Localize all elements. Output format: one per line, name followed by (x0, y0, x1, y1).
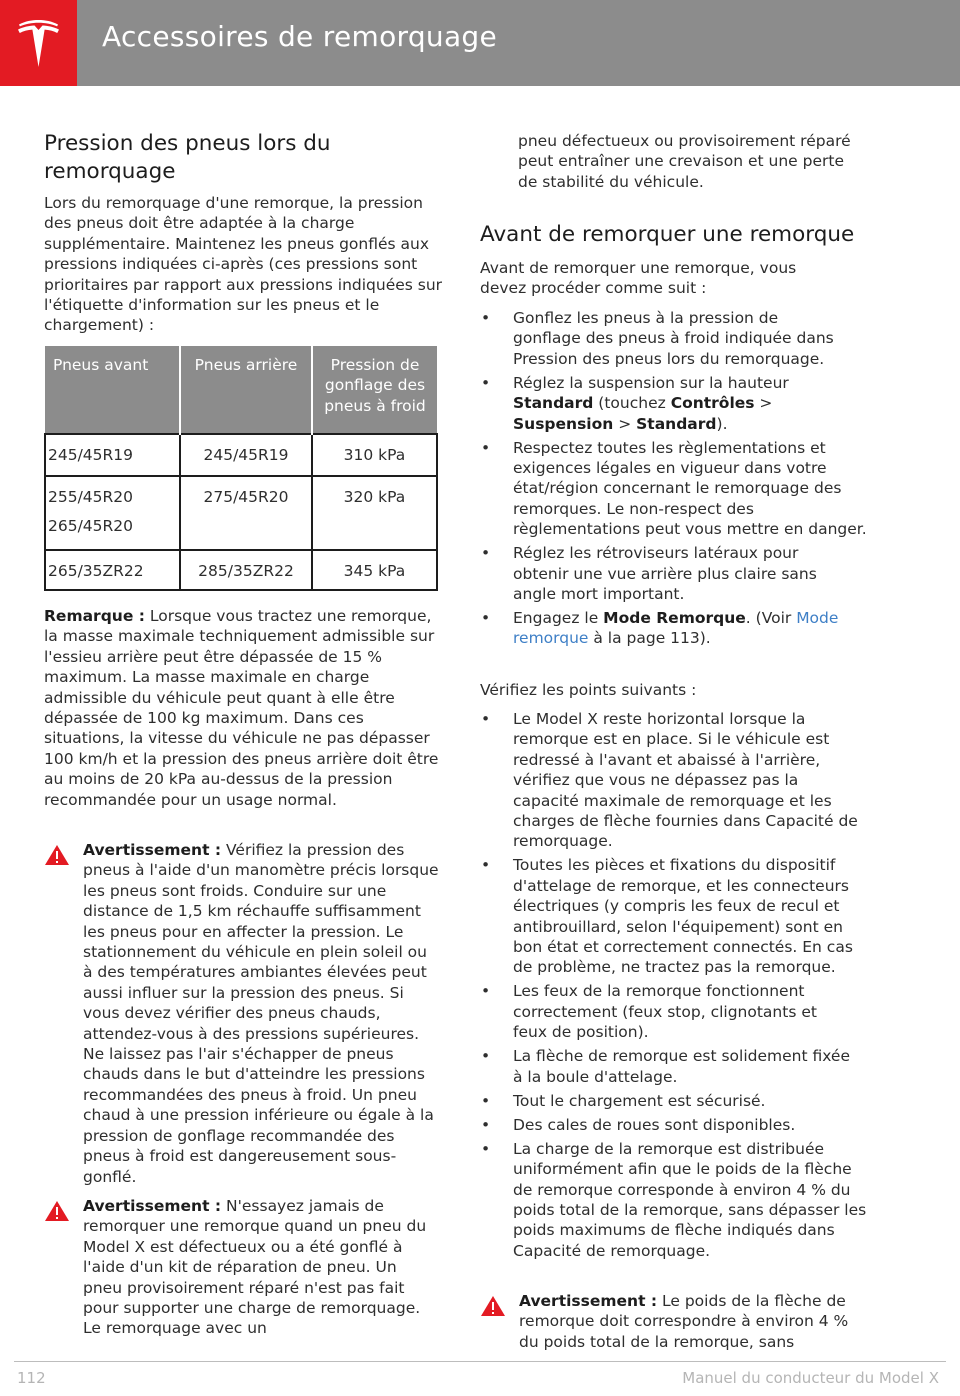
page-header (0, 0, 960, 86)
warning-block-1 (44, 840, 439, 1187)
list-item: • Respectez toutes les règlementations et exigences légales en vigueur dans votre état/région concernant le remorquage des remorques. Le non-respect des règlementations peut vous mettre en danger. (480, 438, 875, 540)
before-towing-list (480, 308, 880, 652)
table-cell-front-line1: 255/45R20 (48, 488, 134, 506)
setting-standard: Standard (513, 394, 594, 413)
list-item (480, 608, 875, 649)
warning-2-paragraph (83, 1196, 433, 1339)
warning-continuation: pneu défectueux ou provisoirement réparé peut entraîner une crevaison et une perte de stabilité du véhicule. (518, 132, 851, 191)
note-text: Lorsque vous tractez une remorque, la masse maximale techniquement admissible sur l'essieu arrière peut être dépassée de 15 % maximum. La masse maximale en charge admissible du véhicule peut quant à elle être dépassée de 100 kg maximum. Dans ces situations, la vitesse du véhicule ne pas dépasser 100 km/h et la pression des pneus arrière doit être au moins de 20 kPa au-dessus de la pression recommandée pour un usage normal. (44, 607, 439, 809)
table-header-rear: Pneus arrière (180, 346, 312, 434)
footer-divider (14, 1361, 946, 1362)
brand-logo-box (0, 0, 77, 86)
list-item-text: Engagez le (513, 609, 604, 628)
list-item: • Gonflez les pneus à la pression de gonflage des pneus à froid indiquée dans Pression des pneus lors du remorquage. (480, 308, 843, 369)
tire-pressure-table (44, 346, 438, 591)
warning-block-3 (480, 1291, 875, 1352)
table-header-row (45, 346, 437, 434)
list-item: • Les feux de la remorque fonctionnent correctement (feux stop, clignotants et feux de position). (480, 981, 853, 1042)
page-section-title: Accessoires de remorquage (102, 20, 498, 53)
heading-tire-pressure: Pression des pneus lors du remorquage (44, 131, 331, 184)
list-item: • Des cales de roues sont disponibles. (480, 1115, 853, 1135)
table-cell-pressure: 320 kPa (312, 476, 437, 550)
list-item-text: à la page 113). (588, 629, 711, 648)
note-paragraph (44, 606, 442, 810)
before-towing-intro: Avant de remorquer une remorque, vous devez procéder comme suit : (480, 259, 797, 298)
table-cell-pressure: 345 kPa (312, 550, 437, 590)
list-item-text: . (Voir (745, 609, 797, 628)
warning-triangle-icon (480, 1295, 506, 1317)
list-item (480, 373, 813, 434)
table-cell-pressure: 310 kPa (312, 434, 437, 476)
list-item: • Le Model X reste horizontal lorsque la remorque est en place. Si le véhicule est redressé à l'avant et abaissé à l'arrière, vérifiez que vous ne dépassez pas la capacité maximale de remorquage et les charges de flèche fournies dans Capacité de remorquage. (480, 709, 865, 852)
heading-before-towing: Avant de remorquer une remorque (480, 222, 855, 247)
list-item-text: ). (716, 414, 728, 433)
warning-triangle-icon (44, 844, 70, 866)
list-item-text: Réglez la suspension sur la hauteur (513, 373, 789, 392)
list-item: • Tout le chargement est sécurisé. (480, 1091, 853, 1111)
list-item: • La charge de la remorque est distribuée uniformément afin que le poids de la flèche de remorque corresponde à environ 4 % du poids total de la remorque, sans dépasser les poids maximums de flèche indiqués dans Capacité de remorquage. (480, 1139, 875, 1261)
manual-title: Manuel du conducteur du Model X (682, 1369, 939, 1387)
setting-trailer-mode: Mode Remorque (603, 609, 746, 628)
table-cell-rear: 245/45R19 (180, 434, 312, 476)
table-header-pressure: Pression de gonflage des pneus à froid (312, 346, 437, 434)
list-item-text: > (754, 394, 773, 413)
setting-suspension: Suspension (513, 414, 614, 433)
table-cell-front-line2: 265/45R20 (48, 517, 134, 536)
intro-paragraph: Lors du remorquage d'une remorque, la pression des pneus doit être adaptée à la charge supplémentaire. Maintenez les pneus gonflés aux pressions indiquées ci-après (ces pressions sont prioritaires par rapport aux pressions indiquées sur l'étiquette d'information sur les pneus et le chargement) : (44, 194, 443, 335)
table-cell-front (45, 476, 180, 550)
setting-controls: Contrôles (670, 394, 755, 413)
warning-1-paragraph (83, 840, 439, 1187)
table-cell-rear: 285/35ZR22 (180, 550, 312, 590)
warning-2-text: N'essayez jamais de remorquer une remorque quand un pneu du Model X est défectueux ou a été gonflé à l'aide d'un kit de réparation de pneu. Un pneu provisoirement réparé n'est pas fait pour supporter une charge de remorquage. Le remorquage avec un (83, 1197, 427, 1338)
note-label: Remarque : (44, 607, 145, 625)
warning-3-paragraph (519, 1291, 859, 1352)
list-item: • La flèche de remorque est solidement fixée à la boule d'attelage. (480, 1046, 853, 1087)
warning-3-label: Avertissement : (519, 1292, 658, 1310)
list-item: • Toutes les pièces et fixations du dispositif d'attelage de remorque, et les connecteurs électriques (y compris les feux de recul et antibrouillard, selon l'équipement) sont en bon état et correctement connectés. En cas de problème, ne tractez pas la remorque. (480, 855, 853, 977)
table-row (45, 476, 437, 550)
page-number: 112 (17, 1369, 46, 1387)
list-item-text: > (613, 414, 637, 433)
table-cell-front: 245/45R19 (45, 434, 180, 476)
warning-1-text: Vérifiez la pression des pneus à l'aide d'un manomètre précis lorsque les pneus sont froids. Conduire sur une distance de 1,5 km réchauffe suffisamment les pneus pour en affecter la pression. Le stationnement du véhicule en plein soleil ou à des températures ambiantes élevées peut aussi influer sur la pression des pneus. Si vous devez vérifier des pneus chauds, attendez-vous à des pressions supérieures. Ne laissez pas l'air s'échapper de pneus chauds dans le but d'atteindre les pressions recommandées des pneus à froid. Un pneu chaud à une pression inférieure ou égale à la pression de gonflage recommandée des pneus à froid est dangereusement sous-gonflé. (83, 841, 439, 1186)
link-trailer-mode[interactable]: Mode remorque (513, 609, 839, 648)
warning-2-label: Avertissement : (83, 1197, 222, 1215)
warning-block-2 (44, 1196, 439, 1339)
list-item-text: (touchez (593, 394, 671, 413)
warning-1-label: Avertissement : (83, 841, 222, 859)
tesla-logo-icon (14, 18, 63, 68)
verify-list (480, 709, 880, 1265)
verify-intro: Vérifiez les points suivants : (480, 681, 697, 699)
table-row (45, 434, 437, 476)
table-cell-front: 265/35ZR22 (45, 550, 180, 590)
list-item: • Réglez les rétroviseurs latéraux pour obtenir une vue arrière plus claire sans angle mort important. (480, 543, 843, 604)
table-cell-rear: 275/45R20 (180, 476, 312, 550)
warning-triangle-icon (44, 1200, 70, 1222)
setting-standard: Standard (636, 414, 717, 433)
table-row (45, 550, 437, 590)
table-header-front: Pneus avant (45, 346, 180, 434)
warning-3-text: Le poids de la flèche de remorque doit correspondre à environ 4 % du poids total de la remorque, sans (519, 1292, 849, 1351)
